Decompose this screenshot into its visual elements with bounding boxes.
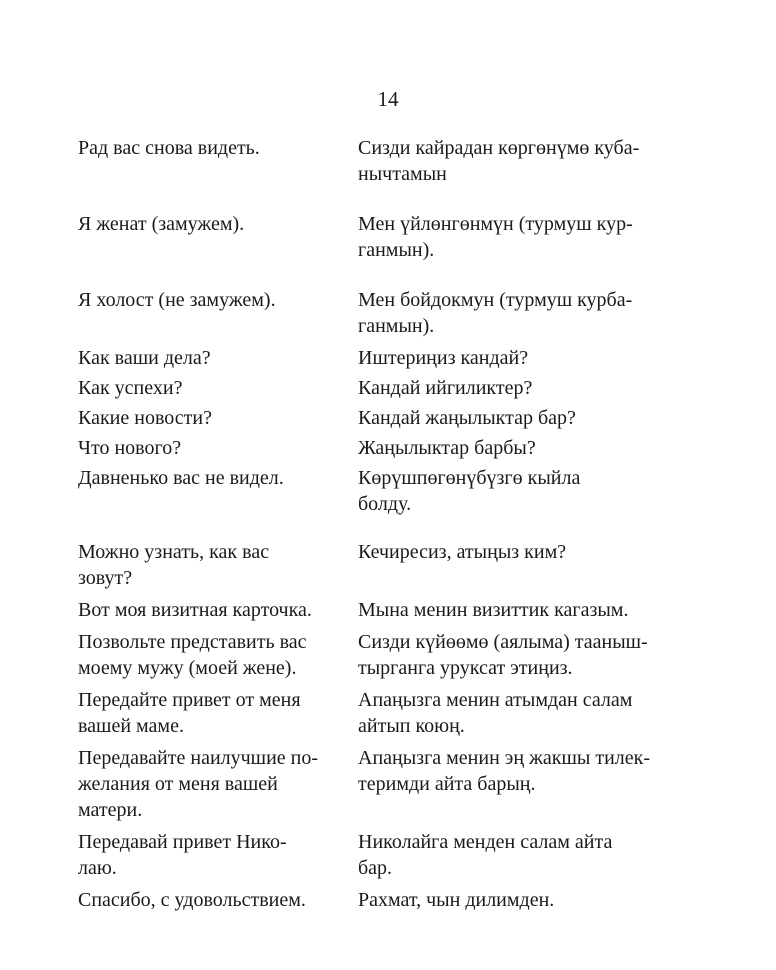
russian-phrase: Какие новости?	[78, 407, 212, 429]
phrase-row	[78, 345, 718, 371]
russian-phrase: Рад вас снова видеть.	[78, 137, 260, 159]
phrase-row	[78, 465, 718, 517]
phrase-row	[78, 887, 718, 913]
phrase-row	[78, 211, 718, 263]
kyrgyz-phrase: Апаңызга менин атымдан салам айтып коюң.	[358, 689, 633, 737]
russian-phrase: Я холост (не замужем).	[78, 289, 276, 311]
kyrgyz-phrase: Жаңылыктар барбы?	[358, 437, 536, 459]
kyrgyz-phrase: Сизди кайрадан көргөнүмө куба- нычтамын	[358, 137, 640, 185]
russian-phrase: Я женат (замужем).	[78, 213, 245, 235]
kyrgyz-phrase: Апаңызга менин эң жакшы тилек- теримди айта барың.	[358, 747, 651, 795]
kyrgyz-phrase: Кечиресиз, атыңыз ким?	[358, 541, 567, 563]
kyrgyz-phrase: Көрүшпөгөнүбүзгө кыйла болду.	[358, 467, 581, 515]
russian-phrase: Как успехи?	[78, 377, 183, 399]
russian-phrase: Можно узнать, как вас зовут?	[78, 541, 270, 589]
phrase-row	[78, 539, 718, 591]
page-number: 14	[377, 87, 399, 111]
russian-phrase: Передавайте наилучшие по- желания от меня вашей матери.	[78, 747, 319, 821]
kyrgyz-phrase: Мен бойдокмун (турмуш курба- ганмын).	[358, 289, 633, 337]
russian-phrase: Как ваши дела?	[78, 347, 211, 369]
russian-phrase: Вот моя визитная карточка.	[78, 599, 312, 621]
phrase-row	[78, 405, 718, 431]
phrase-row	[78, 375, 718, 401]
kyrgyz-phrase: Мен үйлөнгөнмүн (турмуш кур- ганмын).	[358, 213, 633, 261]
phrase-row	[78, 629, 718, 681]
phrase-row	[78, 435, 718, 461]
russian-phrase: Позвольте представить вас моему мужу (моей жене).	[78, 631, 307, 679]
russian-phrase: Давненько вас не видел.	[78, 467, 284, 489]
phrase-row	[78, 687, 718, 739]
russian-phrase: Передавай привет Нико- лаю.	[78, 831, 287, 879]
kyrgyz-phrase: Кандай жаңылыктар бар?	[358, 407, 576, 429]
kyrgyz-phrase: Мына менин визиттик кагазым.	[358, 599, 629, 621]
kyrgyz-phrase: Николайга менден салам айта бар.	[358, 831, 613, 879]
phrase-row	[78, 287, 718, 339]
russian-phrase: Спасибо, с удовольствием.	[78, 889, 306, 911]
kyrgyz-phrase: Рахмат, чын дилимден.	[358, 889, 555, 911]
kyrgyz-phrase: Сизди күйөөмө (аялыма) тааныш- тырганга уруксат этиңиз.	[358, 631, 648, 679]
kyrgyz-phrase: Кандай ийгиликтер?	[358, 377, 533, 399]
phrase-row	[78, 135, 718, 187]
phrase-row	[78, 829, 718, 881]
russian-phrase: Передайте привет от меня вашей маме.	[78, 689, 301, 737]
phrase-row	[78, 745, 718, 823]
phrase-row	[78, 597, 718, 623]
russian-phrase: Что нового?	[78, 437, 182, 459]
kyrgyz-phrase: Иштериңиз кандай?	[358, 347, 529, 369]
phrase-table	[78, 135, 718, 913]
